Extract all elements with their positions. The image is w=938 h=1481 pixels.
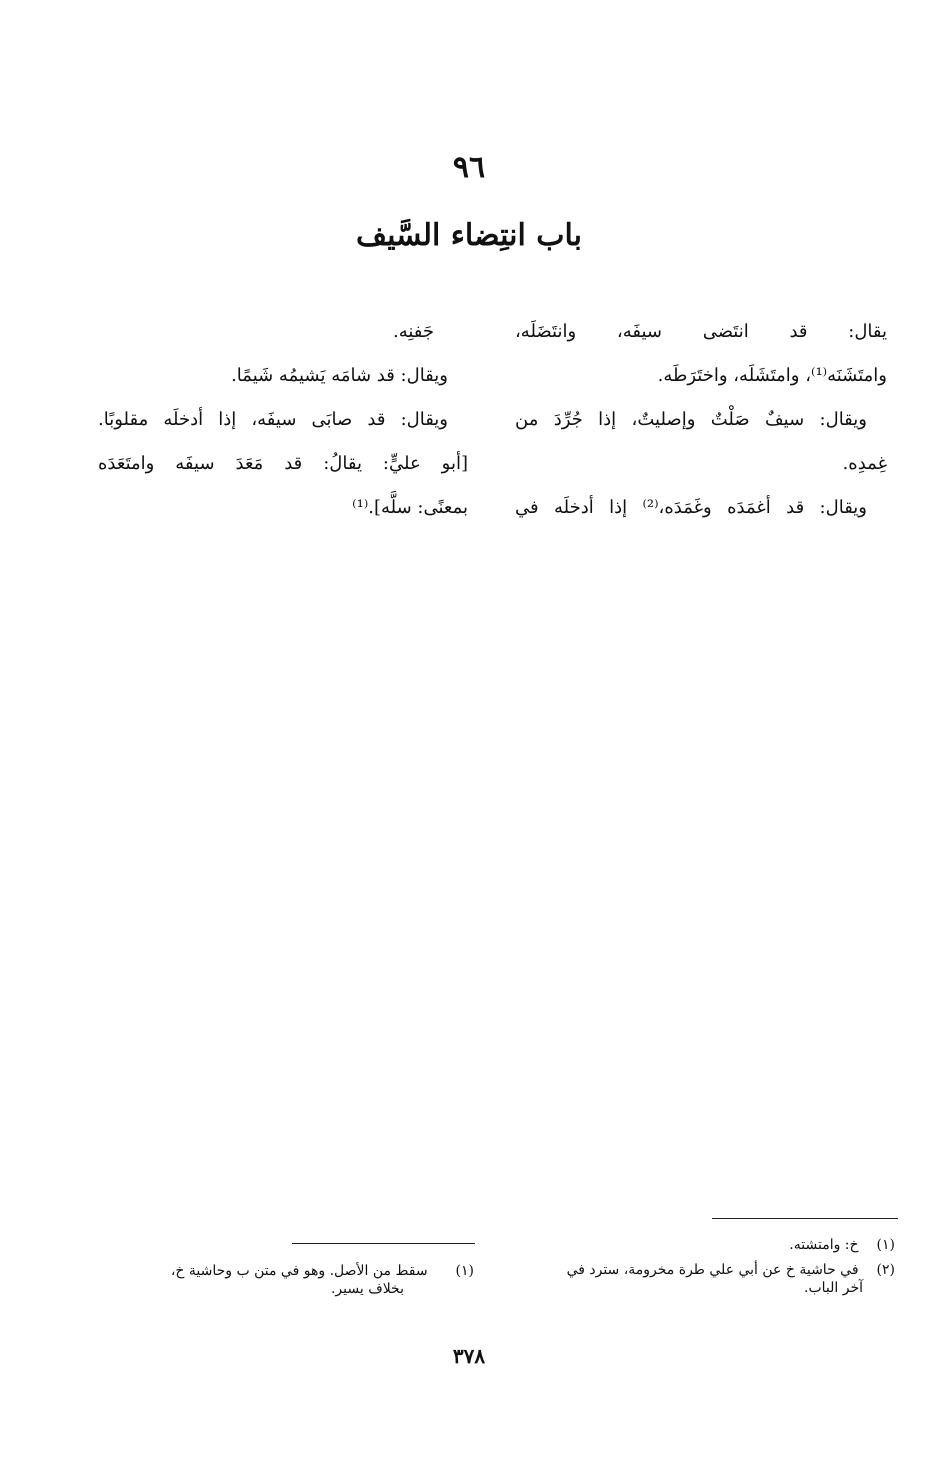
text-line: ويقال: سيفٌ صَلْتٌ وإصليتٌ، إذا جُرِّدَ من — [515, 409, 867, 430]
text-line: غِمدِه. — [842, 453, 887, 474]
footnote-text: خ: وامتشته. — [789, 1237, 859, 1253]
text-line: [أبو عليٍّ: يقالُ: قد مَعَدَ سيفَه وامتَعَدَه — [98, 453, 468, 474]
footnote — [92, 1262, 474, 1298]
footnote-text-continued: بخلاف يسير. — [330, 1281, 404, 1297]
footnote-divider — [712, 1218, 898, 1219]
text-line: ويقال: قد أغمَدَه وغَمَدَه،⁽²⁾ إذا أدخلَه في — [515, 497, 867, 518]
footnote — [515, 1261, 895, 1297]
footnote-text: سقط من الأصل. وهو في متن ب وحاشية خ، — [170, 1263, 428, 1279]
footnote-text: في حاشية خ عن أبي علي طرة مخرومة، سترد في — [566, 1262, 859, 1278]
footnote-text-continued: آخر الباب. — [804, 1280, 863, 1296]
text-line: بمعنًى: سلَّه].⁽¹⁾ — [352, 497, 468, 518]
footnotes-right — [515, 1236, 895, 1304]
text-line: ويقال: قد صابَى سيفَه، إذا أدخلَه مقلوبًا. — [98, 409, 448, 430]
chapter-number: ٩٦ — [452, 150, 486, 185]
footnote-number: (١) — [455, 1263, 474, 1279]
footnote-number: (١) — [876, 1237, 895, 1253]
footnote-number: (٢) — [876, 1262, 895, 1278]
chapter-title: باب انتِضاء السَّيف — [356, 218, 582, 253]
text-line: يقال: قد انتَضى سيفَه، وانتَضَلَه، — [515, 321, 887, 342]
left-text-column — [98, 322, 468, 542]
footnote-divider — [292, 1243, 475, 1244]
footnote — [515, 1236, 895, 1254]
right-text-column — [515, 322, 887, 542]
text-line: جَفنِه. — [393, 321, 435, 342]
text-line: وامتَشَنَه⁽¹⁾، وامتَشَلَه، واختَرَطَه. — [657, 365, 887, 386]
footnotes-left — [92, 1262, 474, 1305]
page-number: ٣٧٨ — [452, 1344, 486, 1368]
text-line: ويقال: قد شامَه يَشيمُه شَيمًا. — [231, 365, 448, 386]
